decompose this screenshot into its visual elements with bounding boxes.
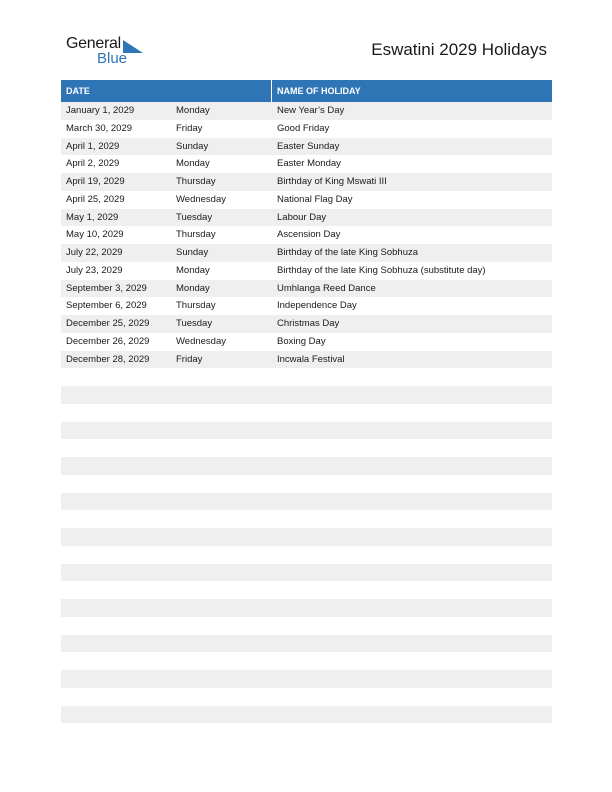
cell-date: September 6, 2029 <box>66 300 147 312</box>
cell-holiday-name: Birthday of the late King Sobhuza <box>277 247 419 258</box>
table-row <box>61 617 552 635</box>
cell-holiday-name: Easter Monday <box>277 158 341 170</box>
generalblue-logo <box>66 34 156 70</box>
table-row <box>61 404 552 422</box>
cell-weekday: Tuesday <box>176 318 213 329</box>
cell-holiday-name: Boxing Day <box>277 335 326 347</box>
table-header <box>61 80 552 102</box>
header-date: DATE <box>66 86 90 96</box>
table-row <box>61 138 552 156</box>
table-row <box>61 120 552 138</box>
table-row <box>61 262 552 280</box>
cell-date: January 1, 2029 <box>66 105 135 116</box>
cell-date: July 22, 2029 <box>66 247 123 258</box>
table-row <box>61 209 552 227</box>
cell-date: March 30, 2029 <box>66 122 133 134</box>
cell-weekday: Wednesday <box>176 335 226 347</box>
cell-weekday: Wednesday <box>176 193 226 205</box>
cell-date: December 26, 2029 <box>66 335 150 347</box>
table-row <box>61 493 552 511</box>
table-row <box>61 315 552 333</box>
header-divider <box>271 80 272 102</box>
cell-weekday: Tuesday <box>176 211 213 223</box>
cell-date: May 10, 2029 <box>66 229 124 241</box>
cell-holiday-name: Independence Day <box>277 300 357 312</box>
table-row <box>61 670 552 688</box>
cell-weekday: Thursday <box>176 176 216 187</box>
cell-weekday: Monday <box>176 282 210 294</box>
cell-holiday-name: Incwala Festival <box>277 353 345 365</box>
logo-text-blue: Blue <box>97 50 128 67</box>
table-row <box>61 439 552 457</box>
table-row <box>61 706 552 724</box>
cell-date: May 1, 2029 <box>66 211 119 223</box>
table-row <box>61 102 552 120</box>
cell-weekday: Monday <box>176 105 210 116</box>
cell-date: April 25, 2029 <box>66 193 125 205</box>
cell-date: September 3, 2029 <box>66 282 147 294</box>
table-row <box>61 635 552 653</box>
table-row <box>61 546 552 564</box>
cell-weekday: Friday <box>176 353 203 365</box>
table-row <box>61 599 552 617</box>
cell-holiday-name: Easter Sunday <box>277 140 340 152</box>
table-row <box>61 528 552 546</box>
table-row <box>61 422 552 440</box>
table-row <box>61 244 552 262</box>
cell-holiday-name: Birthday of the late King Sobhuza (substitute day) <box>277 264 486 276</box>
cell-holiday-name: Christmas Day <box>277 318 340 329</box>
table-row <box>61 688 552 706</box>
table-row <box>61 457 552 475</box>
cell-date: July 23, 2029 <box>66 264 123 276</box>
table-row <box>61 351 552 369</box>
table-row <box>61 297 552 315</box>
table-row <box>61 280 552 298</box>
table-row <box>61 475 552 493</box>
table-row <box>61 173 552 191</box>
table-row <box>61 333 552 351</box>
table-row <box>61 368 552 386</box>
page-title: Eswatini 2029 Holidays <box>371 40 547 59</box>
cell-date: April 19, 2029 <box>66 176 125 187</box>
cell-date: December 28, 2029 <box>66 353 150 365</box>
cell-date: April 2, 2029 <box>66 158 120 170</box>
cell-holiday-name: Umhlanga Reed Dance <box>277 282 376 294</box>
table-row <box>61 386 552 404</box>
cell-weekday: Monday <box>176 264 210 276</box>
table-row <box>61 510 552 528</box>
cell-holiday-name: National Flag Day <box>277 193 353 205</box>
table-row <box>61 564 552 582</box>
cell-weekday: Thursday <box>176 300 216 312</box>
cell-date: December 25, 2029 <box>66 318 150 329</box>
holiday-table <box>61 80 552 723</box>
cell-holiday-name: Good Friday <box>277 122 330 134</box>
cell-holiday-name: Birthday of King Mswati III <box>277 176 387 187</box>
table-body <box>61 102 552 723</box>
table-row <box>61 581 552 599</box>
table-row <box>61 191 552 209</box>
cell-weekday: Monday <box>176 158 210 170</box>
table-row <box>61 652 552 670</box>
cell-holiday-name: Labour Day <box>277 211 327 223</box>
header-holiday-name: NAME OF HOLIDAY <box>277 86 361 96</box>
table-row <box>61 155 552 173</box>
cell-holiday-name: New Year’s Day <box>277 105 345 116</box>
cell-holiday-name: Ascension Day <box>277 229 341 241</box>
logo-text-general: General <box>66 35 121 52</box>
cell-weekday: Friday <box>176 122 203 134</box>
cell-weekday: Sunday <box>176 247 209 258</box>
table-row <box>61 226 552 244</box>
cell-weekday: Thursday <box>176 229 216 241</box>
cell-weekday: Sunday <box>176 140 209 152</box>
cell-date: April 1, 2029 <box>66 140 120 152</box>
